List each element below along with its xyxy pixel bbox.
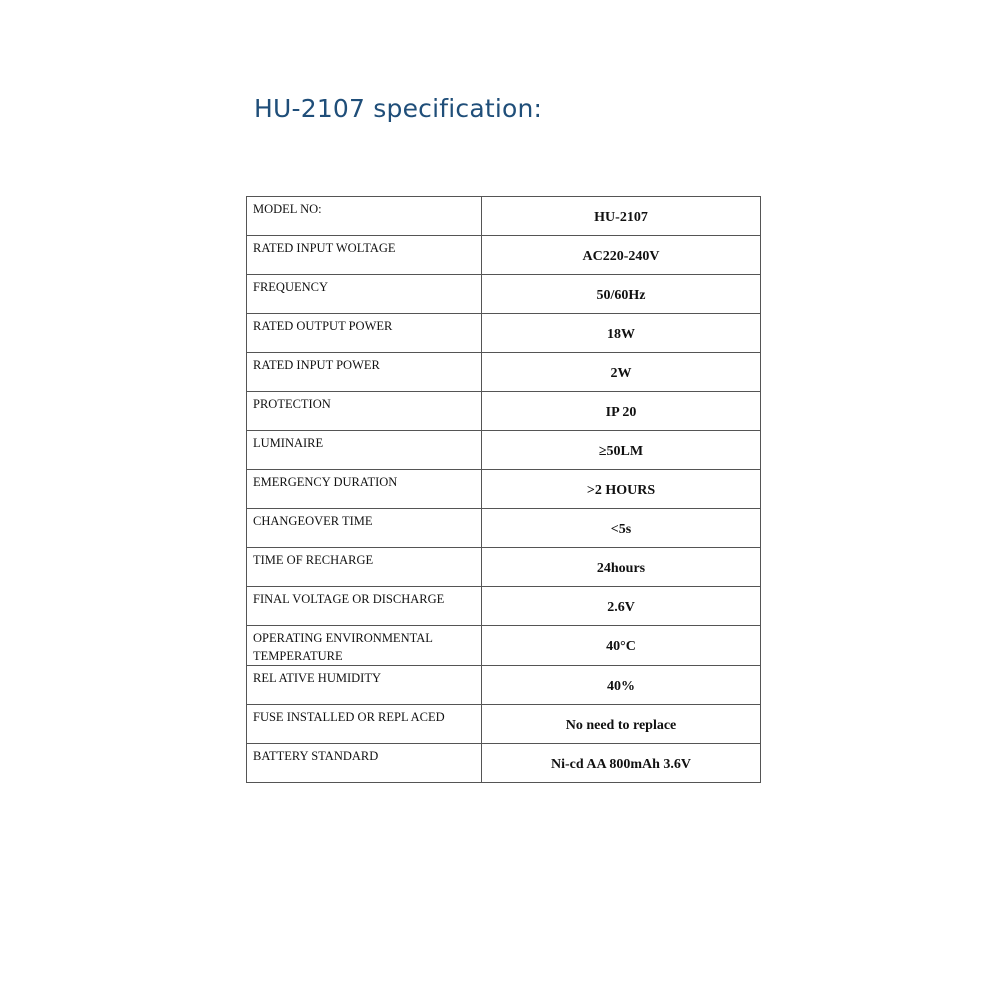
table-row [247, 626, 761, 666]
spec-label: RATED INPUT POWER [247, 353, 482, 392]
table-row [247, 431, 761, 470]
spec-label: FINAL VOLTAGE OR DISCHARGE [247, 587, 482, 626]
spec-value: IP 20 [482, 392, 761, 431]
spec-label: CHANGEOVER TIME [247, 509, 482, 548]
spec-label: RATED INPUT WOLTAGE [247, 236, 482, 275]
table-row [247, 744, 761, 783]
spec-value: HU-2107 [482, 197, 761, 236]
spec-label: REL ATIVE HUMIDITY [247, 666, 482, 705]
table-row [247, 236, 761, 275]
table-row [247, 705, 761, 744]
table-row [247, 353, 761, 392]
spec-label: PROTECTION [247, 392, 482, 431]
table-row [247, 470, 761, 509]
table-row [247, 509, 761, 548]
spec-value: 50/60Hz [482, 275, 761, 314]
spec-value: 24hours [482, 548, 761, 587]
spec-label: BATTERY STANDARD [247, 744, 482, 783]
spec-label: FREQUENCY [247, 275, 482, 314]
spec-value: AC220-240V [482, 236, 761, 275]
spec-label: TIME OF RECHARGE [247, 548, 482, 587]
spec-value: 40% [482, 666, 761, 705]
table-row [247, 548, 761, 587]
spec-label: FUSE INSTALLED OR REPL ACED [247, 705, 482, 744]
spec-label: RATED OUTPUT POWER [247, 314, 482, 353]
spec-value: Ni-cd AA 800mAh 3.6V [482, 744, 761, 783]
table-row [247, 666, 761, 705]
spec-label: MODEL NO: [247, 197, 482, 236]
table-row [247, 275, 761, 314]
spec-value: ≥50LM [482, 431, 761, 470]
spec-value: >2 HOURS [482, 470, 761, 509]
spec-value: 40°C [482, 626, 761, 666]
spec-value: No need to replace [482, 705, 761, 744]
table-row [247, 197, 761, 236]
spec-value: 2.6V [482, 587, 761, 626]
spec-label: EMERGENCY DURATION [247, 470, 482, 509]
table-row [247, 392, 761, 431]
spec-value: 2W [482, 353, 761, 392]
spec-label: OPERATING ENVIRONMENTAL TEMPERATURE [247, 626, 482, 666]
table-row [247, 587, 761, 626]
page-title: HU-2107 specification: [254, 94, 543, 123]
table-row [247, 314, 761, 353]
specification-table [246, 196, 761, 783]
spec-value: <5s [482, 509, 761, 548]
spec-label: LUMINAIRE [247, 431, 482, 470]
spec-value: 18W [482, 314, 761, 353]
